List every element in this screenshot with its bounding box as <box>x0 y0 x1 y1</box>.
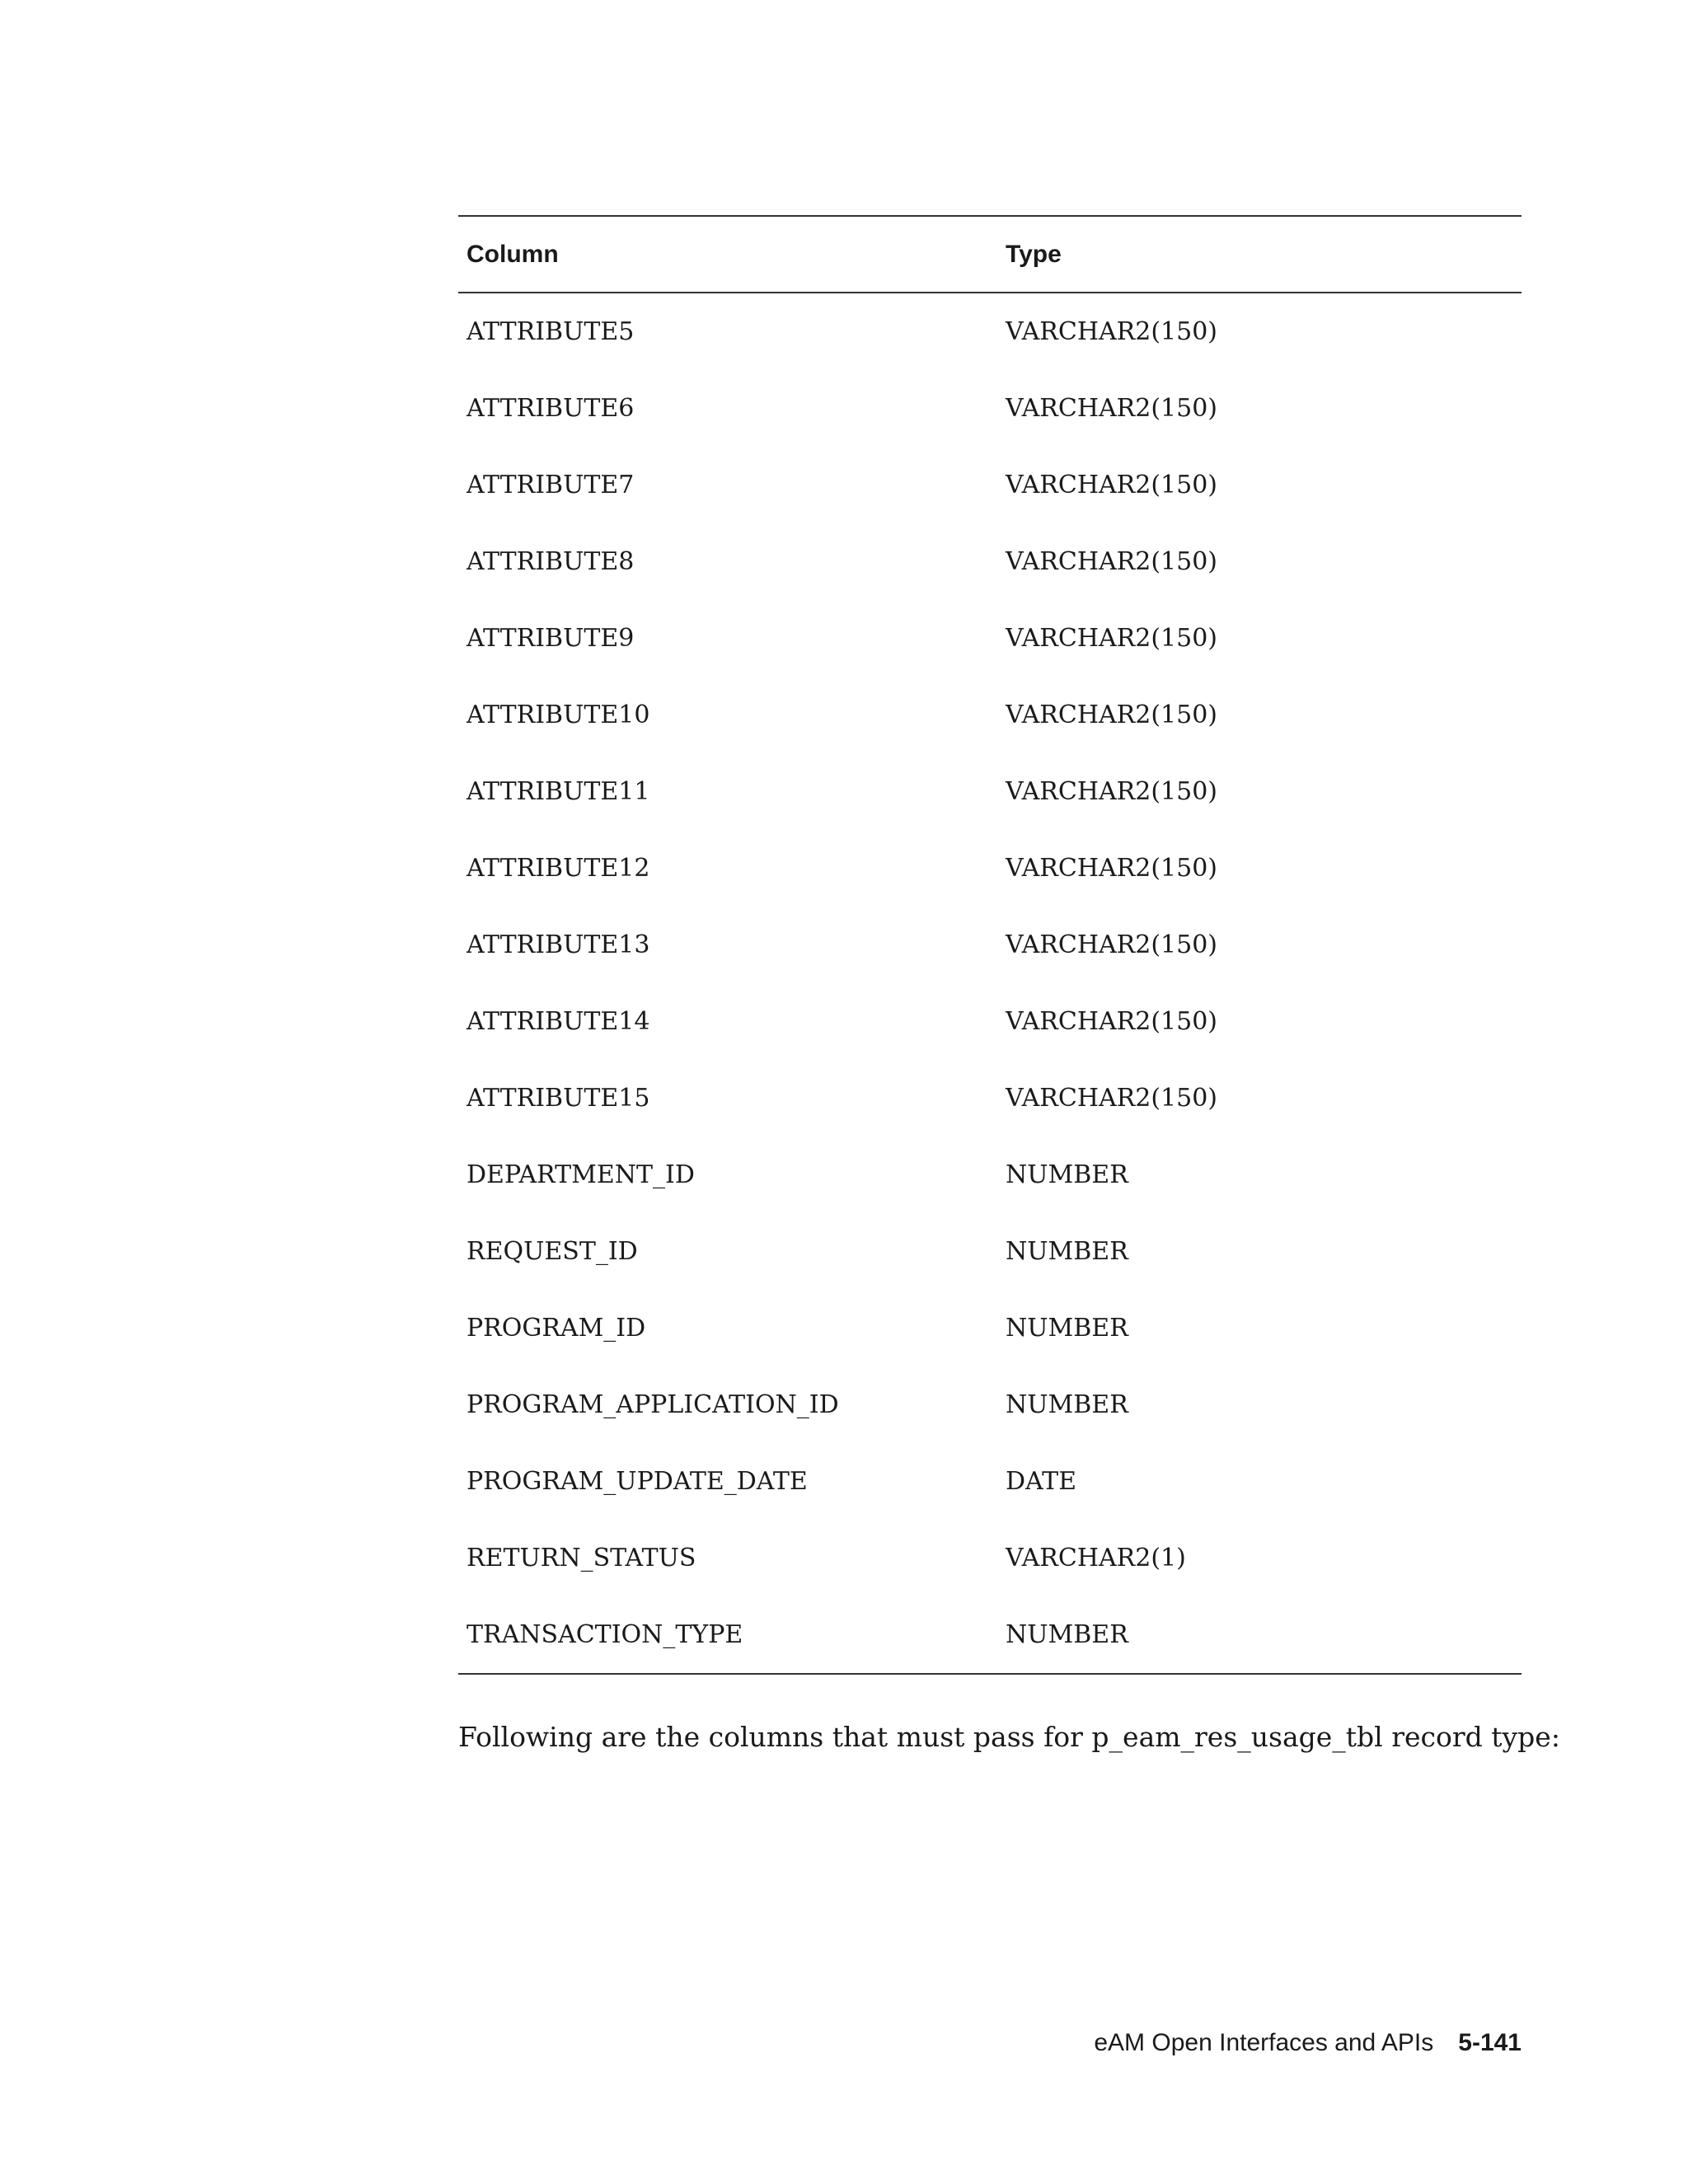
table-row <box>458 907 1522 983</box>
cell-column-name: ATTRIBUTE13 <box>467 930 650 959</box>
cell-type: VARCHAR2(150) <box>1006 394 1218 423</box>
table-row <box>458 1520 1522 1596</box>
cell-type: NUMBER <box>1006 1237 1128 1266</box>
table-row <box>458 600 1522 677</box>
cell-type: VARCHAR2(150) <box>1006 317 1218 346</box>
cell-type: DATE <box>1006 1467 1076 1496</box>
table-row <box>458 1137 1522 1213</box>
table-row <box>458 370 1522 447</box>
footer-title: eAM Open Interfaces and APIs <box>1094 2029 1434 2056</box>
cell-type: VARCHAR2(150) <box>1006 854 1218 883</box>
table-row <box>458 1213 1522 1290</box>
cell-type: VARCHAR2(1) <box>1006 1544 1186 1572</box>
cell-column-name: RETURN_STATUS <box>467 1544 696 1572</box>
cell-column-name: ATTRIBUTE14 <box>467 1007 650 1036</box>
cell-type: NUMBER <box>1006 1160 1128 1189</box>
table-caption-text: Following are the columns that must pass for p_eam_res_usage_tbl record type: <box>458 1721 1560 1753</box>
column-type-table-container <box>458 215 1522 1675</box>
table-body <box>458 293 1522 1674</box>
table-header-row <box>458 216 1522 293</box>
header-column: Column <box>467 240 559 268</box>
cell-column-name: PROGRAM_ID <box>467 1314 646 1343</box>
cell-type: VARCHAR2(150) <box>1006 624 1218 653</box>
cell-type: NUMBER <box>1006 1314 1128 1343</box>
cell-column-name: PROGRAM_APPLICATION_ID <box>467 1390 839 1419</box>
cell-column-name: ATTRIBUTE6 <box>467 394 635 423</box>
cell-column-name: ATTRIBUTE15 <box>467 1084 650 1113</box>
cell-type: VARCHAR2(150) <box>1006 777 1218 806</box>
table-row <box>458 447 1522 523</box>
table-row <box>458 753 1522 830</box>
table-row <box>458 1366 1522 1443</box>
cell-type: VARCHAR2(150) <box>1006 930 1218 959</box>
cell-column-name: ATTRIBUTE12 <box>467 854 650 883</box>
table-row <box>458 983 1522 1060</box>
cell-column-name: ATTRIBUTE11 <box>467 777 650 806</box>
cell-column-name: PROGRAM_UPDATE_DATE <box>467 1467 808 1496</box>
table-row <box>458 293 1522 370</box>
cell-column-name: DEPARTMENT_ID <box>467 1160 695 1189</box>
table-row <box>458 677 1522 753</box>
cell-type: VARCHAR2(150) <box>1006 1084 1218 1113</box>
cell-type: VARCHAR2(150) <box>1006 471 1218 499</box>
table-row <box>458 1290 1522 1366</box>
cell-type: NUMBER <box>1006 1390 1128 1419</box>
table-row <box>458 830 1522 907</box>
column-type-table <box>458 215 1522 1675</box>
cell-type: VARCHAR2(150) <box>1006 547 1218 576</box>
table-row <box>458 1443 1522 1520</box>
cell-type: NUMBER <box>1006 1620 1128 1649</box>
header-type: Type <box>1006 240 1062 268</box>
table-row <box>458 523 1522 600</box>
table-row <box>458 1060 1522 1137</box>
cell-column-name: ATTRIBUTE8 <box>467 547 635 576</box>
cell-column-name: ATTRIBUTE9 <box>467 624 635 653</box>
cell-column-name: REQUEST_ID <box>467 1237 638 1266</box>
cell-column-name: ATTRIBUTE7 <box>467 471 635 499</box>
cell-column-name: TRANSACTION_TYPE <box>467 1620 743 1649</box>
page-footer <box>1094 2029 1522 2057</box>
cell-type: VARCHAR2(150) <box>1006 1007 1218 1036</box>
cell-type: VARCHAR2(150) <box>1006 701 1218 729</box>
table-row <box>458 1596 1522 1674</box>
cell-column-name: ATTRIBUTE10 <box>467 701 650 729</box>
page-number: 5-141 <box>1458 2029 1522 2056</box>
cell-column-name: ATTRIBUTE5 <box>467 317 635 346</box>
